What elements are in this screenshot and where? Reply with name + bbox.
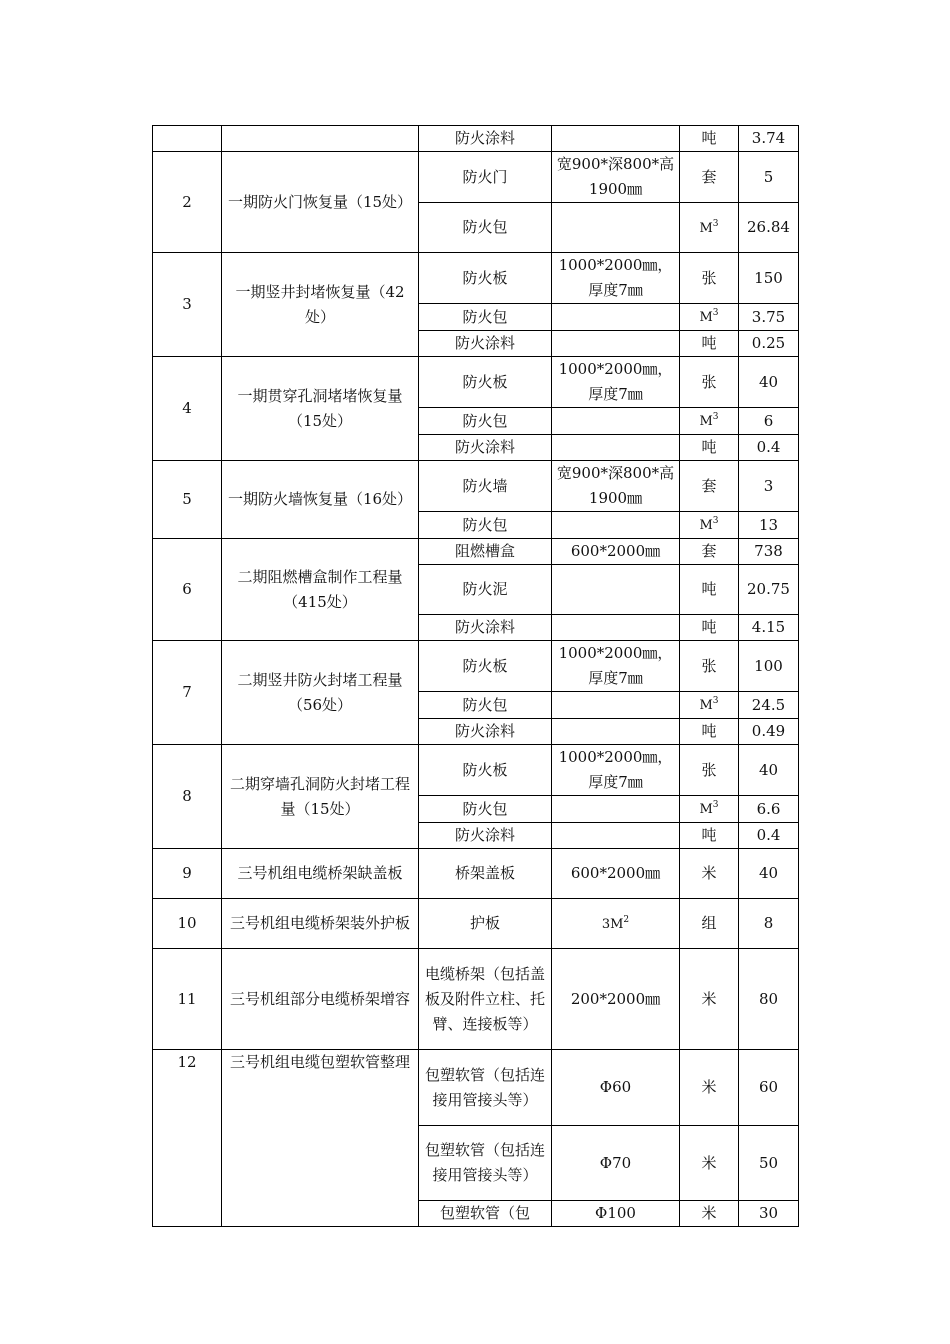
unit-cell <box>680 745 739 796</box>
material-cell: 防火包 <box>419 796 552 823</box>
spec-cell <box>552 1201 680 1227</box>
unit-text: 吨 <box>701 438 717 456</box>
unit-cell <box>680 126 739 152</box>
spec-cell <box>552 565 680 615</box>
unit-text: M <box>699 802 713 817</box>
quantity-cell: 50 <box>739 1126 799 1201</box>
unit-cell <box>680 641 739 692</box>
quantity-cell: 4.15 <box>739 615 799 641</box>
spec-cell <box>552 152 680 203</box>
project-name-cell: 三号机组电缆桥架缺盖板 <box>222 849 419 899</box>
spec-cell <box>552 512 680 539</box>
material-cell: 防火包 <box>419 692 552 719</box>
unit-text: M <box>699 414 713 429</box>
quantity-cell: 30 <box>739 1201 799 1227</box>
unit-text: 张 <box>701 656 717 675</box>
spec-text: 宽900*深800*高1900㎜ <box>556 155 675 198</box>
quantity-cell: 3 <box>739 461 799 512</box>
item-number-cell: 10 <box>153 899 222 949</box>
material-cell: 防火包 <box>419 408 552 435</box>
quantity-cell: 6 <box>739 408 799 435</box>
unit-superscript: 3 <box>712 696 719 706</box>
unit-text: 张 <box>701 760 717 779</box>
unit-text: M <box>699 220 713 236</box>
spec-cell <box>552 1050 680 1126</box>
unit-text: 吨 <box>701 129 717 147</box>
material-cell: 防火涂料 <box>419 615 552 641</box>
unit-cell <box>680 692 739 719</box>
table-row <box>153 1050 799 1126</box>
table-row <box>153 745 799 796</box>
quantity-cell: 80 <box>739 949 799 1050</box>
project-name-cell: 三号机组部分电缆桥架增容 <box>222 949 419 1050</box>
unit-cell <box>680 512 739 539</box>
material-cell: 包塑软管（包 <box>419 1201 552 1227</box>
project-name-cell: 二期穿墙孔洞防火封堵工程量（15处） <box>222 745 419 849</box>
project-name-cell <box>222 126 419 152</box>
item-number-cell: 6 <box>153 539 222 641</box>
unit-cell <box>680 435 739 461</box>
item-number-cell: 7 <box>153 641 222 745</box>
spec-text: Φ100 <box>595 1204 636 1222</box>
material-cell: 防火涂料 <box>419 719 552 745</box>
spec-text: 1000*2000㎜，厚度7㎜ <box>558 256 673 299</box>
project-name-cell: 一期防火墙恢复量（16处） <box>222 461 419 539</box>
spec-cell <box>552 357 680 408</box>
unit-text: 米 <box>701 864 717 882</box>
unit-superscript: 3 <box>712 308 719 318</box>
item-number-cell: 4 <box>153 357 222 461</box>
unit-text: M <box>699 310 713 325</box>
project-name-cell: 一期贯穿孔洞堵堵恢复量（15处） <box>222 357 419 461</box>
quantity-cell: 100 <box>739 641 799 692</box>
unit-superscript: 3 <box>712 218 719 229</box>
material-cell: 阻燃槽盒 <box>419 539 552 565</box>
material-cell: 防火涂料 <box>419 823 552 849</box>
unit-cell <box>680 1050 739 1126</box>
item-number-cell: 2 <box>153 152 222 253</box>
unit-cell <box>680 304 739 331</box>
material-cell: 防火泥 <box>419 565 552 615</box>
quantity-cell: 20.75 <box>739 565 799 615</box>
unit-cell <box>680 357 739 408</box>
quantity-cell: 40 <box>739 357 799 408</box>
unit-cell <box>680 461 739 512</box>
spec-cell <box>552 823 680 849</box>
unit-text: 米 <box>701 1153 717 1172</box>
spec-text: 600*2000㎜ <box>570 542 661 560</box>
project-name-cell: 二期阻燃槽盒制作工程量（415处） <box>222 539 419 641</box>
spec-cell <box>552 615 680 641</box>
project-name-cell: 二期竖井防火封堵工程量（56处） <box>222 641 419 745</box>
spec-cell <box>552 203 680 253</box>
unit-cell <box>680 331 739 357</box>
quantity-table-body <box>153 126 799 1227</box>
table-row <box>153 253 799 304</box>
material-cell: 防火涂料 <box>419 331 552 357</box>
spec-cell <box>552 539 680 565</box>
spec-cell <box>552 304 680 331</box>
unit-superscript: 3 <box>712 800 719 810</box>
spec-cell <box>552 692 680 719</box>
material-cell: 护板 <box>419 899 552 949</box>
project-name-cell: 一期竖井封堵恢复量（42处） <box>222 253 419 357</box>
unit-cell <box>680 539 739 565</box>
material-cell: 防火包 <box>419 203 552 253</box>
spec-text: 1000*2000㎜，厚度7㎜ <box>558 360 673 403</box>
spec-cell <box>552 745 680 796</box>
quantity-cell: 0.49 <box>739 719 799 745</box>
spec-cell <box>552 949 680 1050</box>
spec-text: Φ70 <box>599 1153 632 1172</box>
item-number-cell: 12 <box>153 1050 222 1227</box>
unit-text: 吨 <box>701 334 717 352</box>
unit-text: 套 <box>701 542 717 560</box>
spec-cell <box>552 641 680 692</box>
unit-cell <box>680 152 739 203</box>
spec-text: 600*2000㎜ <box>570 864 661 882</box>
unit-superscript: 3 <box>712 412 719 422</box>
spec-cell <box>552 849 680 899</box>
unit-text: 组 <box>701 914 717 932</box>
spec-text: 3M <box>601 916 624 932</box>
quantity-cell: 26.84 <box>739 203 799 253</box>
material-cell: 防火板 <box>419 641 552 692</box>
unit-cell <box>680 719 739 745</box>
quantity-table <box>152 125 799 1227</box>
quantity-cell: 0.4 <box>739 823 799 849</box>
project-name-cell: 三号机组电缆桥架装外护板 <box>222 899 419 949</box>
unit-text: 张 <box>701 372 717 391</box>
spec-cell <box>552 408 680 435</box>
material-cell: 防火门 <box>419 152 552 203</box>
spec-cell <box>552 719 680 745</box>
material-cell: 防火涂料 <box>419 126 552 152</box>
spec-text: Φ60 <box>599 1078 632 1096</box>
unit-superscript: 3 <box>712 516 719 526</box>
spec-cell <box>552 253 680 304</box>
unit-cell <box>680 1126 739 1201</box>
quantity-cell: 738 <box>739 539 799 565</box>
table-row <box>153 641 799 692</box>
material-cell: 防火板 <box>419 745 552 796</box>
unit-text: 套 <box>701 167 717 186</box>
unit-text: M <box>699 698 713 713</box>
unit-cell <box>680 949 739 1050</box>
material-cell: 电缆桥架（包括盖板及附件立柱、托臂、连接板等） <box>419 949 552 1050</box>
table-row <box>153 126 799 152</box>
unit-cell <box>680 823 739 849</box>
unit-cell <box>680 615 739 641</box>
spec-cell <box>552 331 680 357</box>
project-name-cell: 一期防火门恢复量（15处） <box>222 152 419 253</box>
table-row <box>153 357 799 408</box>
quantity-cell: 24.5 <box>739 692 799 719</box>
material-cell: 防火板 <box>419 253 552 304</box>
unit-cell <box>680 1201 739 1227</box>
project-name-cell: 三号机组电缆包塑软管整理 <box>222 1050 419 1227</box>
spec-superscript: 2 <box>623 914 630 925</box>
unit-cell <box>680 899 739 949</box>
spec-cell <box>552 461 680 512</box>
unit-text: 吨 <box>701 826 717 844</box>
material-cell: 防火板 <box>419 357 552 408</box>
unit-cell <box>680 203 739 253</box>
unit-cell <box>680 849 739 899</box>
unit-text: 张 <box>701 268 717 287</box>
unit-text: 吨 <box>701 618 717 636</box>
quantity-cell: 3.75 <box>739 304 799 331</box>
quantity-cell: 60 <box>739 1050 799 1126</box>
unit-text: 米 <box>701 1078 717 1096</box>
unit-cell <box>680 796 739 823</box>
spec-cell <box>552 796 680 823</box>
spec-text: 1000*2000㎜，厚度7㎜ <box>558 748 673 791</box>
material-cell: 包塑软管（包括连接用管接头等） <box>419 1126 552 1201</box>
material-cell: 防火墙 <box>419 461 552 512</box>
quantity-cell: 5 <box>739 152 799 203</box>
spec-cell <box>552 126 680 152</box>
item-number-cell: 3 <box>153 253 222 357</box>
material-cell: 防火包 <box>419 304 552 331</box>
quantity-cell: 0.4 <box>739 435 799 461</box>
table-row <box>153 152 799 203</box>
material-cell: 防火包 <box>419 512 552 539</box>
unit-text: 吨 <box>701 722 717 740</box>
table-row <box>153 849 799 899</box>
quantity-cell: 8 <box>739 899 799 949</box>
table-row <box>153 899 799 949</box>
item-number-cell: 8 <box>153 745 222 849</box>
spec-cell <box>552 899 680 949</box>
quantity-cell: 150 <box>739 253 799 304</box>
spec-text: 宽900*深800*高1900㎜ <box>556 464 675 507</box>
table-row <box>153 949 799 1050</box>
unit-text: 套 <box>701 476 717 495</box>
unit-cell <box>680 408 739 435</box>
quantity-cell: 6.6 <box>739 796 799 823</box>
spec-cell <box>552 435 680 461</box>
unit-text: 米 <box>701 989 717 1008</box>
spec-text: 200*2000㎜ <box>570 989 661 1008</box>
quantity-cell: 40 <box>739 745 799 796</box>
material-cell: 桥架盖板 <box>419 849 552 899</box>
table-row <box>153 539 799 565</box>
item-number-cell: 9 <box>153 849 222 899</box>
spec-cell <box>552 1126 680 1201</box>
quantity-cell: 40 <box>739 849 799 899</box>
quantity-cell: 13 <box>739 512 799 539</box>
spec-text: 1000*2000㎜，厚度7㎜ <box>558 644 673 687</box>
table-row <box>153 461 799 512</box>
unit-cell <box>680 253 739 304</box>
item-number-cell: 5 <box>153 461 222 539</box>
unit-cell <box>680 565 739 615</box>
unit-text: 吨 <box>701 580 717 598</box>
quantity-cell: 3.74 <box>739 126 799 152</box>
item-number-cell <box>153 126 222 152</box>
unit-text: M <box>699 518 713 533</box>
unit-text: 米 <box>701 1204 717 1222</box>
item-number-cell: 11 <box>153 949 222 1050</box>
material-cell: 防火涂料 <box>419 435 552 461</box>
quantity-cell: 0.25 <box>739 331 799 357</box>
material-cell: 包塑软管（包括连接用管接头等） <box>419 1050 552 1126</box>
